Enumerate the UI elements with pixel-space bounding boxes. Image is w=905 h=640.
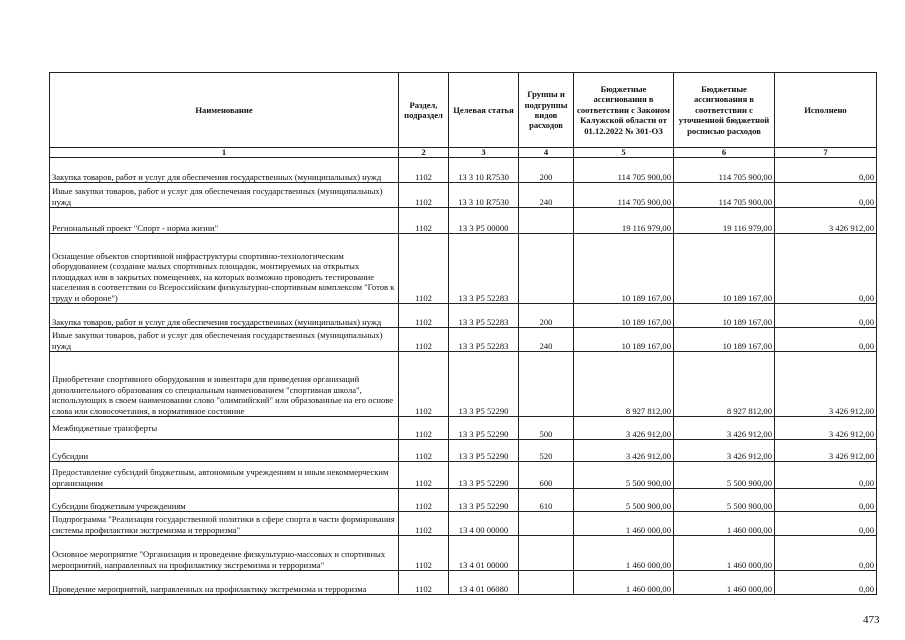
- row-section: 1102: [399, 304, 449, 328]
- header-name: Наименование: [50, 73, 399, 148]
- budget-table: [49, 72, 877, 595]
- budget-table-sheet: [49, 72, 876, 595]
- row-group: [519, 352, 574, 417]
- row-refined: 19 116 979,00: [674, 208, 775, 234]
- table-row: [50, 462, 877, 489]
- row-refined: 1 460 000,00: [674, 512, 775, 536]
- row-section: 1102: [399, 417, 449, 440]
- row-target: 13 3 10 R7530: [449, 158, 519, 183]
- row-law: 10 189 167,00: [574, 304, 674, 328]
- row-law: 114 705 900,00: [574, 158, 674, 183]
- row-executed: 0,00: [775, 462, 877, 489]
- table-row: [50, 512, 877, 536]
- row-name: Закупка товаров, работ и услуг для обеспечения государственных (муниципальных) нужд: [50, 158, 399, 183]
- table-row: [50, 440, 877, 462]
- table-row: [50, 571, 877, 595]
- row-name: Региональный проект "Спорт - норма жизни": [50, 208, 399, 234]
- column-number-row: [50, 148, 877, 158]
- row-group: 520: [519, 440, 574, 462]
- column-number: 4: [519, 148, 574, 158]
- column-number: 2: [399, 148, 449, 158]
- row-group: 600: [519, 462, 574, 489]
- row-executed: 0,00: [775, 158, 877, 183]
- row-executed: 0,00: [775, 328, 877, 352]
- table-row: [50, 208, 877, 234]
- row-executed: 0,00: [775, 183, 877, 208]
- row-target: 13 3 P5 52290: [449, 352, 519, 417]
- header-executed: Исполнено: [775, 73, 877, 148]
- row-section: 1102: [399, 183, 449, 208]
- row-section: 1102: [399, 536, 449, 571]
- row-refined: 8 927 812,00: [674, 352, 775, 417]
- row-name: Предоставление субсидий бюджетным, автономным учреждениям и иным некоммерческим организациям: [50, 462, 399, 489]
- row-group: [519, 234, 574, 304]
- row-law: 5 500 900,00: [574, 462, 674, 489]
- row-section: 1102: [399, 234, 449, 304]
- row-section: 1102: [399, 352, 449, 417]
- table-row: [50, 158, 877, 183]
- column-number: 1: [50, 148, 399, 158]
- row-group: 610: [519, 489, 574, 512]
- row-name: Проведение мероприятий, направленных на профилактику экстремизма и терроризма: [50, 571, 399, 595]
- row-section: 1102: [399, 440, 449, 462]
- table-row: [50, 352, 877, 417]
- table-row: [50, 489, 877, 512]
- table-row: [50, 536, 877, 571]
- row-group: [519, 208, 574, 234]
- row-name: Приобретение спортивного оборудования и инвентаря для приведения организаций дополнительного образования со специальным наименованием "спортивная школа", использующих в своем наименовании слово "олимпийский" или образованные на его основе слова или словосочетания, в нормативное состояние: [50, 352, 399, 417]
- header-refined: Бюджетные ассигнования в соответствии с уточненной бюджетной росписью расходов: [674, 73, 775, 148]
- row-target: 13 3 P5 52290: [449, 417, 519, 440]
- row-refined: 114 705 900,00: [674, 158, 775, 183]
- table-row: [50, 183, 877, 208]
- page-number: 473: [863, 614, 880, 626]
- row-law: 19 116 979,00: [574, 208, 674, 234]
- row-target: 13 3 P5 52290: [449, 440, 519, 462]
- row-group: [519, 536, 574, 571]
- row-name: Оснащение объектов спортивной инфраструктуры спортивно-технологическим оборудованием (создание малых спортивных площадок, монтируемых на открытых площадках или в закрытых помещениях, на которых возможно проводить тестирование населения в соответствии со Всероссийским физкультурно-спортивным комплексом "Готов к труду и обороне"): [50, 234, 399, 304]
- row-executed: 0,00: [775, 512, 877, 536]
- row-group: [519, 571, 574, 595]
- table-row: [50, 417, 877, 440]
- row-refined: 5 500 900,00: [674, 462, 775, 489]
- row-name: Субсидии бюджетным учреждениям: [50, 489, 399, 512]
- row-name: Основное мероприятие "Организация и проведение физкультурно-массовых и спортивных мероприятий, направленных на профилактику экстремизма и терроризма": [50, 536, 399, 571]
- row-executed: 0,00: [775, 571, 877, 595]
- row-refined: 1 460 000,00: [674, 571, 775, 595]
- row-target: 13 3 P5 52283: [449, 234, 519, 304]
- row-refined: 3 426 912,00: [674, 417, 775, 440]
- row-name: Межбюджетные трансферты: [50, 417, 399, 440]
- row-target: 13 3 P5 00000: [449, 208, 519, 234]
- row-section: 1102: [399, 158, 449, 183]
- row-law: 3 426 912,00: [574, 440, 674, 462]
- row-law: 114 705 900,00: [574, 183, 674, 208]
- row-law: 10 189 167,00: [574, 234, 674, 304]
- row-executed: 0,00: [775, 234, 877, 304]
- column-number: 3: [449, 148, 519, 158]
- row-refined: 10 189 167,00: [674, 328, 775, 352]
- row-section: 1102: [399, 328, 449, 352]
- row-law: 1 460 000,00: [574, 512, 674, 536]
- row-section: 1102: [399, 512, 449, 536]
- row-refined: 5 500 900,00: [674, 489, 775, 512]
- row-refined: 114 705 900,00: [674, 183, 775, 208]
- column-number: 5: [574, 148, 674, 158]
- row-section: 1102: [399, 489, 449, 512]
- row-law: 1 460 000,00: [574, 536, 674, 571]
- row-group: 240: [519, 328, 574, 352]
- row-section: 1102: [399, 571, 449, 595]
- row-group: 200: [519, 158, 574, 183]
- row-executed: 0,00: [775, 536, 877, 571]
- row-law: 1 460 000,00: [574, 571, 674, 595]
- table-row: [50, 304, 877, 328]
- header-section: Раздел, подраздел: [399, 73, 449, 148]
- row-executed: 3 426 912,00: [775, 440, 877, 462]
- row-law: 3 426 912,00: [574, 417, 674, 440]
- row-target: 13 3 P5 52290: [449, 462, 519, 489]
- row-target: 13 4 01 06080: [449, 571, 519, 595]
- row-name: Закупка товаров, работ и услуг для обеспечения государственных (муниципальных) нужд: [50, 304, 399, 328]
- row-group: 240: [519, 183, 574, 208]
- row-name: Субсидии: [50, 440, 399, 462]
- row-law: 8 927 812,00: [574, 352, 674, 417]
- header-law: Бюджетные ассигнования в соответствии с Законом Калужской области от 01.12.2022 № 301-ОЗ: [574, 73, 674, 148]
- row-executed: 0,00: [775, 304, 877, 328]
- row-target: 13 3 P5 52283: [449, 304, 519, 328]
- row-target: 13 3 10 R7530: [449, 183, 519, 208]
- table-row: [50, 328, 877, 352]
- row-group: 200: [519, 304, 574, 328]
- row-name: Подпрограмма "Реализация государственной политики в сфере спорта в части формирования системы профилактики экстремизма и терроризма": [50, 512, 399, 536]
- row-refined: 10 189 167,00: [674, 234, 775, 304]
- header-row: [50, 73, 877, 148]
- row-executed: 0,00: [775, 489, 877, 512]
- row-group: 500: [519, 417, 574, 440]
- row-target: 13 4 01 00000: [449, 536, 519, 571]
- row-executed: 3 426 912,00: [775, 208, 877, 234]
- row-executed: 3 426 912,00: [775, 352, 877, 417]
- row-section: 1102: [399, 462, 449, 489]
- row-refined: 3 426 912,00: [674, 440, 775, 462]
- row-name: Иные закупки товаров, работ и услуг для обеспечения государственных (муниципальных) нужд: [50, 328, 399, 352]
- row-law: 5 500 900,00: [574, 489, 674, 512]
- row-target: 13 4 00 00000: [449, 512, 519, 536]
- row-refined: 1 460 000,00: [674, 536, 775, 571]
- row-section: 1102: [399, 208, 449, 234]
- row-name: Иные закупки товаров, работ и услуг для обеспечения государственных (муниципальных) нужд: [50, 183, 399, 208]
- row-target: 13 3 P5 52290: [449, 489, 519, 512]
- table-row: [50, 234, 877, 304]
- header-target: Целевая статья: [449, 73, 519, 148]
- row-law: 10 189 167,00: [574, 328, 674, 352]
- row-executed: 3 426 912,00: [775, 417, 877, 440]
- column-number: 6: [674, 148, 775, 158]
- row-group: [519, 512, 574, 536]
- column-number: 7: [775, 148, 877, 158]
- header-groups: Группы и подгруппы видов расходов: [519, 73, 574, 148]
- row-target: 13 3 P5 52283: [449, 328, 519, 352]
- row-refined: 10 189 167,00: [674, 304, 775, 328]
